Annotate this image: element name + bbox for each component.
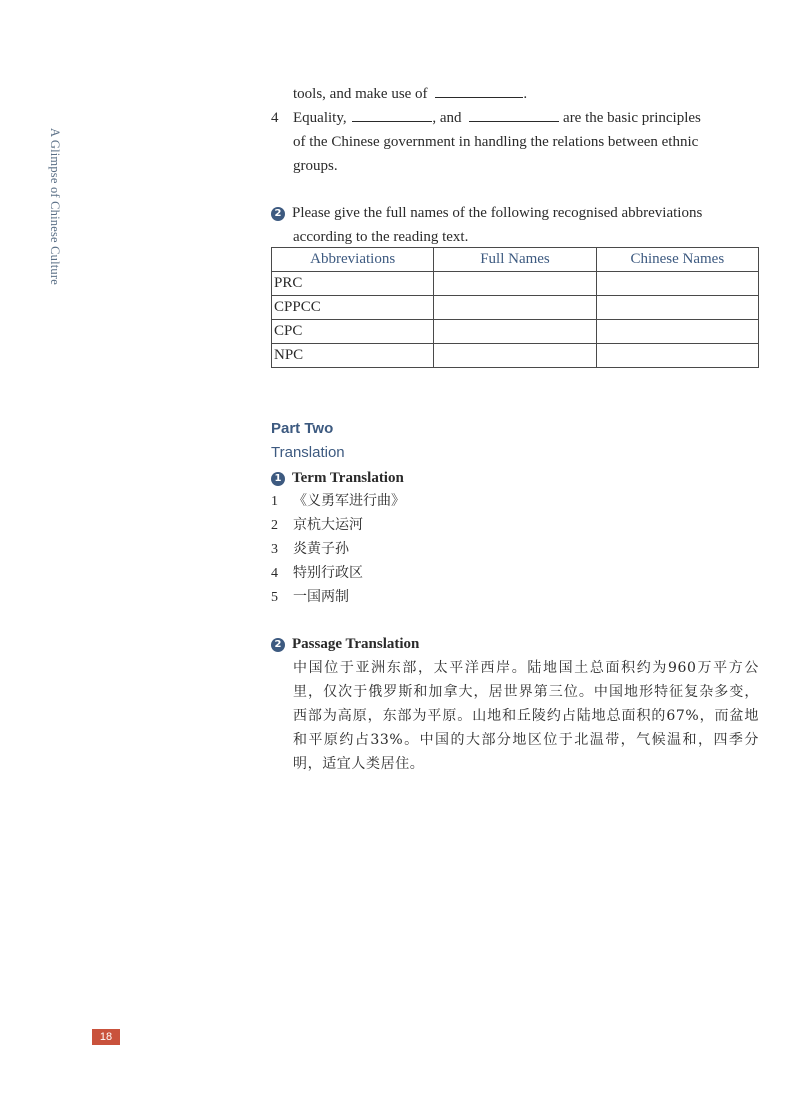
answer-blank xyxy=(352,108,432,122)
term-number: 1 xyxy=(271,494,278,509)
list-item xyxy=(271,562,363,586)
section-heading-text: Term Translation xyxy=(292,470,404,486)
table-row xyxy=(272,296,759,320)
header-full-names: Full Names xyxy=(434,248,596,272)
header-abbreviations: Abbreviations xyxy=(272,248,434,272)
item-text-part3: are the basic principles xyxy=(563,110,701,126)
abbreviations-table xyxy=(271,247,759,368)
table-header-row xyxy=(272,248,759,272)
item-number: 4 xyxy=(271,110,279,126)
term-text: 炎黄子孙 xyxy=(293,542,349,557)
chinese-name-cell[interactable] xyxy=(596,344,758,368)
abbr-cell: CPC xyxy=(272,320,434,344)
section-heading-text: Passage Translation xyxy=(292,636,420,652)
term-number: 2 xyxy=(271,518,278,533)
instruction-text: Please give the full names of the following recognised abbreviations xyxy=(292,205,703,221)
passage-text: 中国位于亚洲东部，太平洋西岸。陆地国土总面积约为960万平方公里，仅次于俄罗斯和加拿大，居世界第三位。中国地形特征复杂多变，西部为高原，东部为平原。山地和丘陵约占陆地总面积的67%，而盆地和平原约占33%。中国的大部分地区位于北温带，气候温和，四季分明，适宜人类居住。 xyxy=(293,660,759,772)
full-name-cell[interactable] xyxy=(434,272,596,296)
table-row xyxy=(272,344,759,368)
part-subtitle: Translation xyxy=(271,444,345,461)
sentence-end: . xyxy=(523,86,528,102)
list-item xyxy=(271,490,405,514)
section-number-badge: 2 xyxy=(271,638,285,652)
term-text: 一国两制 xyxy=(293,590,349,605)
chinese-name-cell[interactable] xyxy=(596,296,758,320)
item-text-part2: , and xyxy=(432,110,462,126)
table-row xyxy=(272,272,759,296)
abbr-cell: CPPCC xyxy=(272,296,434,320)
term-text: 特别行政区 xyxy=(293,566,363,581)
term-number: 4 xyxy=(271,566,278,581)
passage-translation-heading xyxy=(271,632,419,656)
exercise-2-instruction xyxy=(271,201,702,225)
item-4-line-3: groups. xyxy=(293,158,338,174)
exercise-2-instruction-line-2: according to the reading text. xyxy=(293,229,469,245)
list-item xyxy=(271,514,363,538)
item-text-part1: Equality, xyxy=(293,110,347,126)
exercise-continuation-line xyxy=(293,82,527,106)
part-title: Part Two xyxy=(271,420,334,437)
full-name-cell[interactable] xyxy=(434,296,596,320)
term-translation-heading xyxy=(271,466,404,490)
table-row xyxy=(272,320,759,344)
term-text: 《义勇军进行曲》 xyxy=(293,494,405,509)
running-section-title: A Glimpse of Chinese Culture xyxy=(48,128,62,285)
term-text: 京杭大运河 xyxy=(293,518,363,533)
page-number: 18 xyxy=(92,1029,120,1045)
header-chinese-names: Chinese Names xyxy=(596,248,758,272)
list-item xyxy=(271,586,349,610)
continuation-text: tools, and make use of xyxy=(293,86,428,102)
term-number: 5 xyxy=(271,590,278,605)
full-name-cell[interactable] xyxy=(434,320,596,344)
answer-blank xyxy=(469,108,559,122)
section-number-badge: 1 xyxy=(271,472,285,486)
abbr-cell: PRC xyxy=(272,272,434,296)
full-name-cell[interactable] xyxy=(434,344,596,368)
exercise-number-badge: 2 xyxy=(271,207,285,221)
exercise-item-4 xyxy=(271,106,701,130)
abbr-cell: NPC xyxy=(272,344,434,368)
chinese-name-cell[interactable] xyxy=(596,320,758,344)
list-item xyxy=(271,538,349,562)
term-number: 3 xyxy=(271,542,278,557)
answer-blank xyxy=(435,84,523,98)
item-4-line-2: of the Chinese government in handling the relations between ethnic xyxy=(293,134,699,150)
chinese-name-cell[interactable] xyxy=(596,272,758,296)
